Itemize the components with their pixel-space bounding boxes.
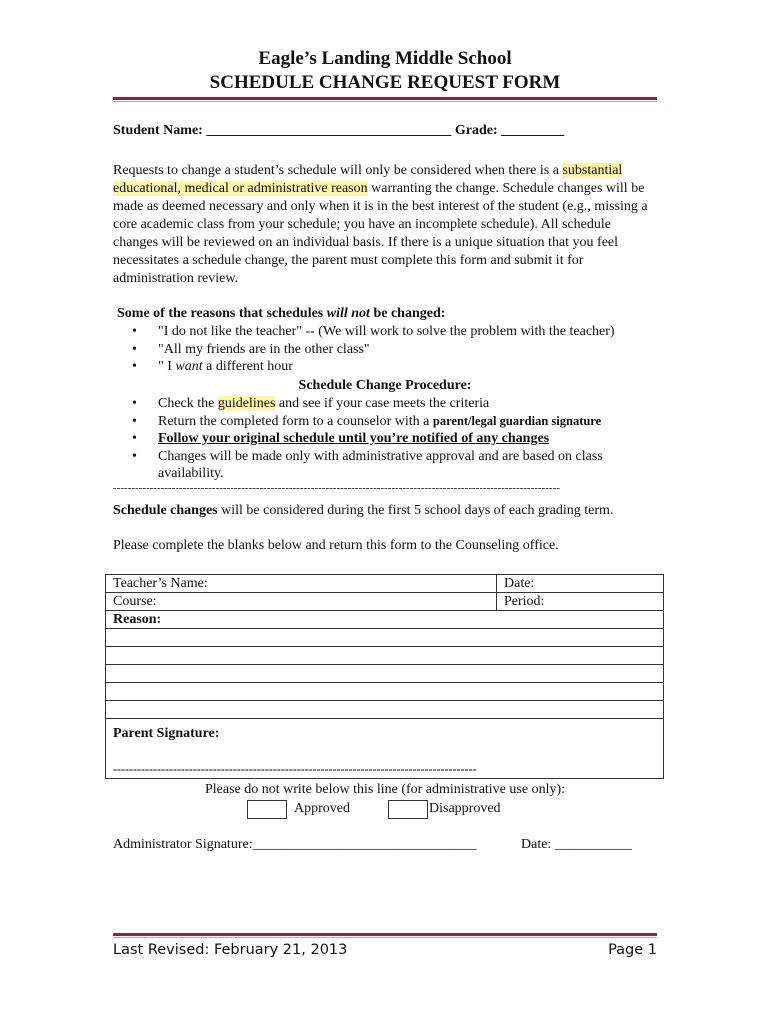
request-form-table: [105, 574, 664, 779]
procedure-list: [113, 395, 673, 483]
admin-separator-line: -------------------------------------------------------------------------------------------: [113, 762, 477, 776]
separator-line: --------------------------------------------------------------------------------------------------------------------------: [113, 482, 560, 494]
disapproved-label: Disapproved: [429, 801, 501, 816]
admin-date-line: Date: ___________: [521, 837, 632, 852]
admin-date-field[interactable]: ___________: [554, 837, 632, 852]
admin-signature-line: Administrator Signature:________________________________: [113, 837, 477, 852]
disapproved-checkbox[interactable]: [388, 800, 428, 819]
admin-signature-field[interactable]: ________________________________: [252, 837, 477, 852]
reason-line[interactable]: [106, 665, 664, 683]
reason-line[interactable]: [106, 647, 664, 665]
list-item: • Check the guidelines and see if your case meets the criteria: [132, 396, 490, 411]
reason-line[interactable]: [106, 701, 664, 719]
list-item: • "All my friends are in the other class": [132, 341, 370, 357]
approved-checkbox[interactable]: [247, 800, 287, 819]
please-complete-text: Please complete the blanks below and return this form to the Counseling office.: [113, 538, 559, 553]
last-revised: Last Revised: February 21, 2013: [113, 942, 348, 958]
reason-field[interactable]: Reason:: [106, 611, 664, 629]
student-line: [113, 122, 564, 140]
list-item: • " I want a different hour: [132, 359, 293, 374]
admin-note: Please do not write below this line (for administrative use only):: [204, 782, 566, 797]
reasons-heading: Some of the reasons that schedules will not be changed:: [117, 306, 446, 321]
form-title: SCHEDULE CHANGE REQUEST FORM: [209, 72, 561, 93]
approved-label: Approved: [294, 801, 350, 816]
period-field[interactable]: Period:: [497, 593, 664, 611]
intro-highlight: substantial educational, medical or administrative reason: [113, 163, 623, 196]
course-field[interactable]: Course:: [106, 593, 497, 611]
footer-rule-thin: [113, 937, 657, 938]
grade-field[interactable]: _________: [501, 123, 565, 138]
procedure-heading: Schedule Change Procedure:: [298, 378, 472, 393]
parent-signature-field[interactable]: Parent Signature:: [106, 719, 664, 779]
date-field[interactable]: Date:: [497, 575, 664, 593]
guidelines-link[interactable]: guidelines: [217, 396, 276, 411]
list-item: • Changes will be made only with administrative approval and are based on class availability.: [132, 448, 603, 481]
header-rule: [113, 97, 657, 100]
schedule-note: Schedule changes will be considered during the first 5 school days of each grading term.: [113, 503, 614, 518]
reasons-list: [113, 323, 673, 376]
student-name-field[interactable]: ___________________________________: [206, 123, 452, 138]
list-item: • "I do not like the teacher" -- (We will work to solve the problem with the teacher): [132, 324, 615, 339]
teacher-name-field[interactable]: Teacher’s Name:: [106, 575, 497, 593]
intro-text-2: warranting the change. Schedule changes will be made as deemed necessary and only when it is in the best interest of the student (e.g., missing a core academic class from your schedule; you have an incomplete schedule). All schedule changes will be reviewed on an individual basis. If there is a unique situation that you feel necessitates a schedule change, the parent must complete this form and submit it for administration review.: [113, 181, 648, 286]
reason-line[interactable]: [106, 629, 664, 647]
header-rule-thin: [113, 101, 657, 102]
reason-line[interactable]: [106, 683, 664, 701]
intro-text-1: Requests to change a student’s schedule will only be considered when there is a: [113, 163, 559, 178]
student-name-label: Student Name:: [113, 123, 203, 138]
page-number: Page 1: [608, 942, 657, 958]
footer-rule: [113, 933, 657, 936]
list-item: • Return the completed form to a counselor with a parent/legal guardian signature: [132, 413, 602, 429]
list-item: • Follow your original schedule until you’re notified of any changes: [132, 431, 550, 446]
intro-paragraph: [113, 162, 658, 288]
grade-label: Grade:: [454, 123, 498, 138]
school-name: Eagle’s Landing Middle School: [258, 48, 512, 69]
